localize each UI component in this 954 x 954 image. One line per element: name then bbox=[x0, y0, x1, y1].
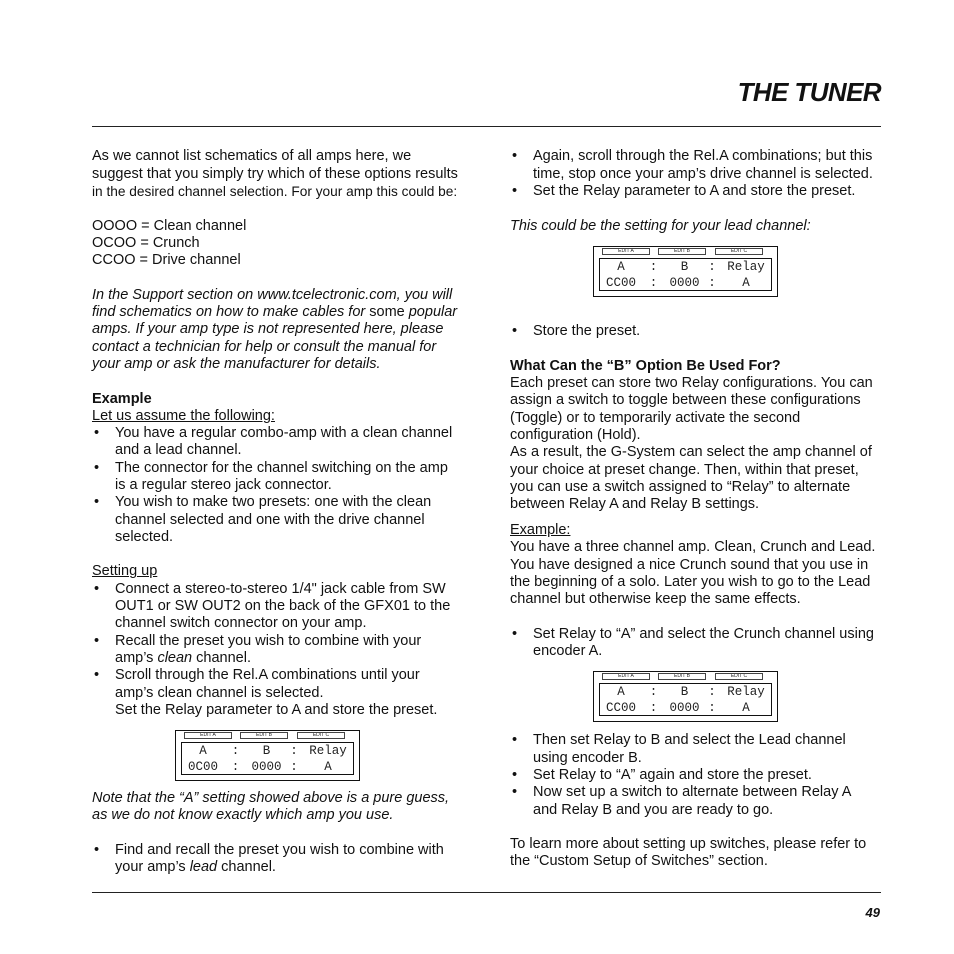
channel-options bbox=[92, 218, 472, 270]
underlined-text: Let us assume the following: bbox=[92, 407, 275, 424]
text-line: To learn more about setting up switches, please refer to bbox=[510, 836, 867, 853]
lcd-cell: 0000 bbox=[669, 701, 700, 716]
lcd-cell: CC00 bbox=[605, 275, 636, 290]
text-line: between Relay A and Relay B settings. bbox=[510, 496, 760, 513]
text-line: assign a switch to toggle between these configurations bbox=[510, 392, 861, 409]
text-line: your amp or ask the manufacturer for details. bbox=[92, 355, 381, 372]
text-segment: channel. bbox=[217, 859, 276, 876]
underlined-text: Example: bbox=[510, 522, 571, 539]
text-line: • You have a regular combo-amp with a clean channel bbox=[115, 425, 453, 442]
text-line: • Store the preset. bbox=[533, 323, 641, 340]
lcd-row bbox=[600, 700, 771, 716]
text-line: Each preset can store two Relay configurations. You can bbox=[510, 375, 873, 392]
text-line: channel selected and one with the drive channel bbox=[115, 511, 425, 528]
text-segment: amp’s bbox=[115, 649, 158, 666]
text-line: you can use a switch assigned to “Relay” to alternate bbox=[510, 478, 851, 495]
lcd-edit-tab: EDIT A bbox=[602, 673, 650, 680]
lcd-edit-tab: EDIT C bbox=[715, 673, 763, 680]
lcd-cell: : bbox=[231, 760, 240, 775]
section-subheading bbox=[510, 522, 890, 539]
bullet-item bbox=[510, 784, 890, 819]
lcd-row bbox=[600, 684, 771, 700]
lcd-cell: Relay bbox=[727, 259, 765, 274]
bullet-item bbox=[92, 460, 472, 495]
lcd-cell: : bbox=[649, 275, 658, 290]
right-column bbox=[510, 148, 890, 870]
lcd-cell: Relay bbox=[309, 744, 347, 759]
lcd-edit-tab: EDIT A bbox=[184, 732, 232, 739]
lcd-cell: : bbox=[708, 685, 716, 700]
lcd-cell: 0000 bbox=[669, 275, 700, 290]
lcd-display bbox=[175, 730, 360, 781]
example-section bbox=[510, 522, 890, 608]
lcd-row bbox=[600, 259, 771, 275]
left-column bbox=[92, 148, 472, 876]
lcd-cell: B bbox=[680, 259, 689, 274]
text-line: OUT1 or SW OUT2 on the back of the GFX01 to the bbox=[115, 598, 451, 615]
section-heading: Example bbox=[92, 390, 152, 407]
underlined-text: Setting up bbox=[92, 563, 158, 580]
lcd-screen bbox=[599, 683, 772, 716]
text-line: in the desired channel selection. For your amp this could be: bbox=[92, 183, 458, 199]
support-note bbox=[92, 287, 472, 373]
text-line: • Again, scroll through the Rel.A combinations; but this bbox=[533, 148, 873, 165]
text-line: • Set the Relay parameter to A and store the preset. bbox=[533, 182, 856, 199]
lead-caption: This could be the setting for your lead channel: bbox=[510, 217, 811, 234]
text-line: amp’s clean channel is selected. bbox=[115, 684, 324, 701]
lcd-cell: : bbox=[290, 744, 298, 759]
section-subheading bbox=[92, 563, 472, 580]
text-line: time, stop once your amp’s drive channel is selected. bbox=[533, 165, 873, 182]
example-section bbox=[92, 391, 472, 547]
text-line: amps. If your amp type is not represented here, please bbox=[92, 321, 444, 338]
text-line: • The connector for the channel switching on the amp bbox=[115, 459, 448, 476]
lcd-screen bbox=[181, 742, 354, 775]
lcd-cell: 0C00 bbox=[187, 760, 218, 775]
text-line: suggest that you simply try which of these options results bbox=[92, 165, 458, 182]
lcd-edit-tab: EDIT B bbox=[240, 732, 288, 739]
lcd-cell: A bbox=[617, 259, 625, 274]
lcd-display bbox=[593, 246, 778, 297]
lcd-row bbox=[182, 759, 353, 775]
b-option-paragraph bbox=[510, 375, 890, 513]
lcd-cell: A bbox=[199, 744, 207, 759]
lcd-cell: A bbox=[742, 701, 750, 716]
text-line: the “Custom Setup of Switches” section. bbox=[510, 853, 768, 870]
text-line bbox=[115, 859, 472, 876]
text-line: • Then set Relay to B and select the Lead channel bbox=[533, 732, 846, 749]
bullet-list bbox=[510, 148, 890, 200]
lcd-edit-tab: EDIT C bbox=[297, 732, 345, 739]
lcd-cell: A bbox=[742, 275, 750, 290]
bullet-item bbox=[510, 323, 890, 340]
text-line: your choice at preset change. Then, within that preset, bbox=[510, 461, 859, 478]
lcd-edit-tab: EDIT A bbox=[602, 248, 650, 255]
text-line: channel switch connector on your amp. bbox=[115, 615, 367, 632]
bullet-item bbox=[510, 626, 890, 661]
text-line bbox=[92, 304, 472, 321]
lcd-cell: : bbox=[290, 760, 298, 775]
text-line: and Relay B and you are ready to go. bbox=[533, 801, 774, 818]
text-line: as we do not know exactly which amp you use. bbox=[92, 807, 394, 824]
lcd-cell: : bbox=[649, 701, 658, 716]
bullet-item bbox=[510, 183, 890, 200]
bullet-item bbox=[92, 425, 472, 460]
text-line: • Scroll through the Rel.A combinations until your bbox=[115, 667, 420, 684]
lcd-row bbox=[600, 275, 771, 291]
guess-note bbox=[92, 790, 472, 825]
text-line: Set the Relay parameter to A and store the preset. bbox=[115, 701, 438, 718]
text-line: contact a technician for help or consult the manual for bbox=[92, 338, 437, 355]
lcd-cell: B bbox=[262, 744, 271, 759]
text-segment: popular bbox=[404, 304, 458, 321]
text-line: using encoder B. bbox=[533, 749, 642, 766]
lcd-cell: : bbox=[708, 275, 716, 290]
lcd-cell: Relay bbox=[727, 685, 765, 700]
text-line: • Connect a stereo-to-stereo 1/4" jack cable from SW bbox=[115, 580, 446, 597]
text-segment: clean bbox=[157, 649, 193, 666]
lcd-display bbox=[593, 671, 778, 722]
lcd-edit-tab: EDIT B bbox=[658, 673, 706, 680]
text-line: • Find and recall the preset you wish to combine with bbox=[115, 842, 444, 859]
text-line: • You wish to make two presets: one with the clean bbox=[115, 494, 432, 511]
text-line: the beginning of a solo. Later you wish to go to the Lead bbox=[510, 573, 871, 590]
lcd-cell: : bbox=[649, 259, 658, 274]
bullet-item bbox=[510, 148, 890, 183]
text-line: selected. bbox=[115, 528, 174, 545]
intro-paragraph bbox=[92, 148, 472, 200]
lcd-edit-tab: EDIT C bbox=[715, 248, 763, 255]
setting-up-section bbox=[92, 563, 472, 719]
channel-option: OOOO = Clean channel bbox=[92, 217, 247, 234]
text-line: You have a three channel amp. Clean, Crunch and Lead. bbox=[510, 539, 876, 556]
text-line: • Set Relay to “A” again and store the preset. bbox=[533, 767, 812, 783]
bullet-item bbox=[92, 667, 472, 719]
section-subheading bbox=[92, 408, 472, 425]
page-number: 49 bbox=[865, 905, 880, 920]
text-line: • Now set up a switch to alternate between Relay A bbox=[533, 784, 852, 801]
channel-option: CCOO = Drive channel bbox=[92, 252, 241, 269]
text-line: You have designed a nice Crunch sound that you use in bbox=[510, 556, 869, 573]
footer-rule bbox=[92, 892, 881, 893]
bullet-item bbox=[92, 494, 472, 546]
text-line: configuration (Hold). bbox=[510, 426, 641, 443]
bullet-item bbox=[92, 581, 472, 633]
text-line: As a result, the G-System can select the amp channel of bbox=[510, 444, 872, 461]
text-line: and a lead channel. bbox=[115, 442, 242, 459]
lcd-cell: : bbox=[649, 685, 658, 700]
text-line: In the Support section on www.tcelectronic.com, you will bbox=[92, 286, 453, 303]
text-line: encoder A. bbox=[533, 643, 603, 660]
lcd-cell: A bbox=[617, 685, 625, 700]
lcd-row bbox=[182, 743, 353, 759]
text-line: channel but otherwise keep the same effects. bbox=[510, 591, 801, 608]
text-segment: channel. bbox=[192, 649, 251, 666]
lcd-cell: CC00 bbox=[605, 701, 636, 716]
header-rule bbox=[92, 126, 881, 127]
text-line: Note that the “A” setting showed above is a pure guess, bbox=[92, 790, 450, 807]
section-heading: What Can the “B” Option Be Used For? bbox=[510, 357, 781, 374]
lcd-cell: 0000 bbox=[251, 760, 282, 775]
text-line: As we cannot list schematics of all amps here, we bbox=[92, 148, 412, 165]
channel-option: OCOO = Crunch bbox=[92, 234, 200, 251]
lcd-screen bbox=[599, 258, 772, 291]
lcd-cell: B bbox=[680, 685, 689, 700]
page-title: THE TUNER bbox=[737, 77, 881, 107]
text-segment: find schematics on how to make cables for bbox=[92, 304, 370, 321]
lcd-cell: A bbox=[324, 760, 332, 775]
bullet-item bbox=[510, 732, 890, 767]
closing-paragraph bbox=[510, 836, 890, 871]
lcd-edit-tab: EDIT B bbox=[658, 248, 706, 255]
text-line bbox=[115, 650, 472, 667]
lcd-cell: : bbox=[708, 701, 716, 716]
lcd-cell: : bbox=[231, 744, 240, 759]
text-line: (Toggle) or to temporarily activate the second bbox=[510, 409, 801, 426]
text-line: • Set Relay to “A” and select the Crunch channel using bbox=[533, 625, 874, 642]
text-segment: some bbox=[369, 304, 405, 321]
text-line: • Recall the preset you wish to combine with your bbox=[115, 632, 422, 649]
bullet-item bbox=[92, 633, 472, 668]
text-segment: lead bbox=[189, 859, 218, 876]
text-line: is a regular stereo jack connector. bbox=[115, 476, 332, 493]
text-segment: your amp’s bbox=[115, 859, 190, 876]
bullet-item bbox=[92, 842, 472, 877]
bullet-list bbox=[510, 732, 890, 818]
lcd-cell: : bbox=[708, 259, 716, 274]
bullet-item bbox=[510, 767, 890, 784]
